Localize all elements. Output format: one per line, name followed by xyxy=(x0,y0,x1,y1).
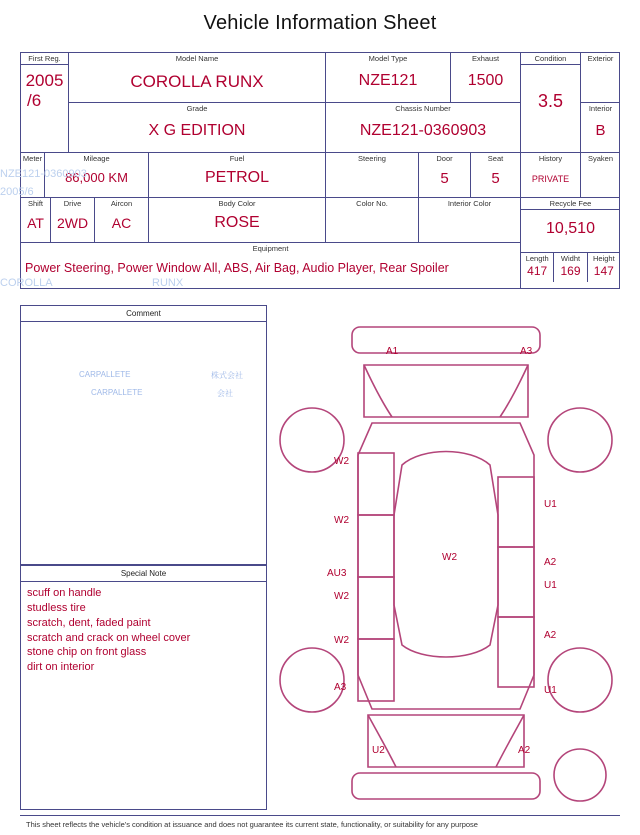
damage-mark: A3 xyxy=(520,346,533,357)
damage-mark: U1 xyxy=(544,499,557,510)
shift-value: AT xyxy=(27,215,44,232)
recycle-fee-value: 10,510 xyxy=(546,220,595,238)
cell-equipment xyxy=(21,243,521,289)
list-item: stone chip on front glass xyxy=(27,646,147,659)
chassis-label: Chassis Number xyxy=(395,104,451,113)
damage-mark: W2 xyxy=(334,515,349,526)
damage-mark: U1 xyxy=(544,580,557,591)
fuel-label: Fuel xyxy=(229,154,245,163)
length-value: 417 xyxy=(527,263,548,278)
cell-exhaust xyxy=(451,53,521,103)
comment-body xyxy=(21,322,266,580)
comment-watermark-1: CARPALLETE xyxy=(79,370,131,379)
watermark-model-2: RUNX xyxy=(152,277,184,289)
list-item: dirt on interior xyxy=(27,661,95,674)
cell-color-no xyxy=(326,198,419,243)
recycle-fee-label: Recycle Fee xyxy=(549,199,592,208)
height-label: Height xyxy=(592,254,615,264)
damage-mark: A2 xyxy=(544,630,557,641)
cell-seat xyxy=(471,153,521,198)
seat-label: Seat xyxy=(487,154,504,163)
condition-label: Condition xyxy=(534,54,567,63)
list-item: studless tire xyxy=(27,601,86,614)
seat-value: 5 xyxy=(491,170,500,188)
door-value: 5 xyxy=(440,170,449,188)
cell-interior xyxy=(581,103,620,153)
cell-shift xyxy=(21,198,51,243)
meter-label: Meter xyxy=(22,154,43,163)
length-label: Length xyxy=(525,254,549,264)
body-color-value: ROSE xyxy=(214,214,260,232)
cell-syaken xyxy=(581,153,620,198)
exterior-label: Exterior xyxy=(587,54,614,63)
damage-mark: A3 xyxy=(334,682,347,693)
condition-value: 3.5 xyxy=(537,91,564,112)
steering-label: Steering xyxy=(358,154,386,163)
damage-mark: A2 xyxy=(544,557,557,568)
first-reg-month: /6 xyxy=(27,91,42,111)
comment-watermark-3: CARPALLETE xyxy=(91,388,143,397)
comment-panel xyxy=(20,305,267,565)
cell-body-color xyxy=(149,198,326,243)
cell-grade xyxy=(69,103,326,153)
body-color-label: Body Color xyxy=(218,199,256,208)
damage-mark: W2 xyxy=(334,591,349,602)
cell-aircon xyxy=(95,198,149,243)
comment-title: Comment xyxy=(21,306,266,322)
drive-value: 2WD xyxy=(56,215,89,232)
cell-chassis-number xyxy=(326,103,521,153)
width-value: 169 xyxy=(560,263,581,278)
cell-interior-color xyxy=(419,198,521,243)
grade-label: Grade xyxy=(186,104,208,113)
history-value: PRIVATE xyxy=(531,174,570,185)
cell-condition xyxy=(521,53,581,153)
damage-mark: W2 xyxy=(334,456,349,467)
spec-table xyxy=(20,52,620,289)
cell-history xyxy=(521,153,581,198)
mileage-label: Mileage xyxy=(83,154,110,163)
list-item: scuff on handle xyxy=(27,587,102,599)
model-type-label: Model Type xyxy=(368,54,408,63)
first-reg-label: First Reg. xyxy=(28,54,61,63)
interior-label: Interior xyxy=(588,104,613,113)
special-note-list xyxy=(21,582,266,675)
cell-door xyxy=(419,153,471,198)
damage-mark: A1 xyxy=(386,346,399,357)
fuel-value: PETROL xyxy=(204,169,269,187)
chassis-value: NZE121-0360903 xyxy=(359,122,487,140)
cell-model-type xyxy=(326,53,451,103)
aircon-value: AC xyxy=(111,215,132,232)
list-item: scratch and crack on wheel cover xyxy=(27,631,191,644)
cell-exterior xyxy=(581,53,620,103)
comment-watermark-2: 株式会社 xyxy=(211,371,243,380)
cell-model-name xyxy=(69,53,326,103)
cell-fuel xyxy=(149,153,326,198)
door-label: Door xyxy=(436,154,453,163)
history-label: History xyxy=(538,154,563,163)
exhaust-label: Exhaust xyxy=(471,54,500,63)
cell-drive xyxy=(51,198,95,243)
damage-mark: W2 xyxy=(334,635,349,646)
shift-label: Shift xyxy=(27,199,43,208)
grade-value: X G EDITION xyxy=(148,122,246,140)
page-title: Vehicle Information Sheet xyxy=(203,12,437,34)
footer-disclaimer: This sheet reflects the vehicle's condition at issuance and does not guarantee its current state, functionality, or suitability for any purpose xyxy=(20,815,620,829)
damage-mark: W2 xyxy=(442,552,457,563)
comment-watermark-4: 会社 xyxy=(217,389,233,398)
interior-value: B xyxy=(595,122,606,140)
model-name-label: Model Name xyxy=(175,54,219,63)
watermark-chassis: NZE121-0360903 xyxy=(0,168,87,180)
cell-steering xyxy=(326,153,419,198)
model-type-value: NZE121 xyxy=(358,72,418,90)
special-note-panel xyxy=(20,565,267,810)
watermark-year: 2005/6 xyxy=(0,186,34,198)
drive-label: Drive xyxy=(63,199,82,208)
interior-color-label: Interior Color xyxy=(447,199,492,208)
damage-diagram xyxy=(272,305,620,810)
list-item: scratch, dent, faded paint xyxy=(27,616,151,629)
width-label: Widht xyxy=(560,254,581,264)
equipment-value: Power Steering, Power Window All, ABS, Air Bag, Audio Player, Rear Spoiler xyxy=(25,261,449,276)
syaken-label: Syaken xyxy=(587,154,614,163)
equipment-label: Equipment xyxy=(252,244,289,253)
cell-recycle-fee xyxy=(521,198,620,290)
damage-mark: A2 xyxy=(518,745,531,756)
first-reg-year: 2005 xyxy=(25,71,64,91)
aircon-label: Aircon xyxy=(110,199,133,208)
exhaust-value: 1500 xyxy=(467,72,504,90)
watermark-model: COROLLA xyxy=(0,277,53,289)
height-value: 147 xyxy=(593,263,614,278)
cell-first-reg xyxy=(21,53,69,153)
model-name-value: COROLLA RUNX xyxy=(130,72,264,92)
damage-mark: AU3 xyxy=(327,568,347,579)
mileage-value: 86,000 KM xyxy=(65,170,128,186)
damage-mark: U1 xyxy=(544,685,557,696)
damage-mark: U2 xyxy=(372,745,385,756)
special-note-title: Special Note xyxy=(21,566,266,582)
color-no-label: Color No. xyxy=(356,199,388,208)
